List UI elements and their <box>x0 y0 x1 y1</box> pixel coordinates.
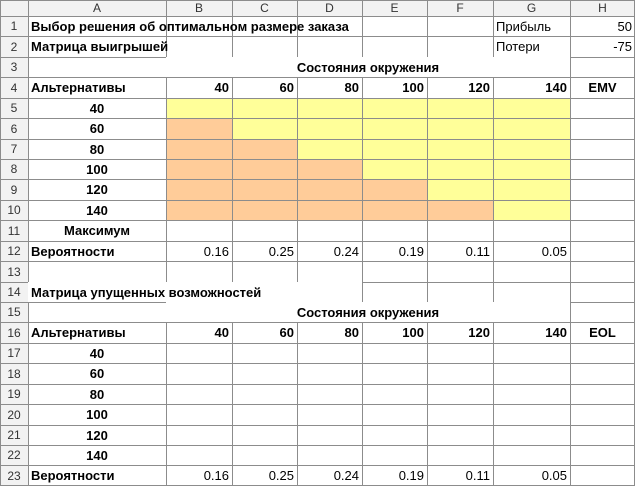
regret-state-header[interactable]: 80 <box>344 325 359 340</box>
regret-state-header[interactable]: 60 <box>279 325 294 340</box>
payoff-cell-60-60[interactable] <box>232 118 297 139</box>
payoff-probability-value[interactable]: 0.05 <box>541 243 567 259</box>
payoff-alternative-label[interactable]: 140 <box>86 202 108 218</box>
regret-alternative-label[interactable]: 140 <box>86 447 108 463</box>
row-header-12[interactable]: 12 <box>0 241 28 261</box>
row-header-6[interactable]: 6 <box>0 118 28 139</box>
row-header-8[interactable]: 8 <box>0 159 28 179</box>
column-header-e[interactable]: E <box>362 0 427 16</box>
row-header-7[interactable]: 7 <box>0 139 28 159</box>
gridline <box>0 261 635 262</box>
regret-alternative-label[interactable]: 100 <box>86 407 108 422</box>
payoff-cell-140-120[interactable] <box>427 200 493 220</box>
row-header-2[interactable]: 2 <box>0 36 28 57</box>
eol-header[interactable]: EOL <box>589 325 616 340</box>
regret-alternative-label[interactable]: 80 <box>89 386 105 402</box>
payoff-cell-100-120[interactable] <box>427 159 493 179</box>
payoff-cell-120-80[interactable] <box>297 179 362 200</box>
payoff-probability-value[interactable]: 0.16 <box>203 243 229 259</box>
row-header-4[interactable]: 4 <box>0 77 28 98</box>
payoff-cell-140-100[interactable] <box>362 200 427 220</box>
regret-state-header[interactable]: 140 <box>545 325 567 340</box>
regret-alternative-label[interactable]: 40 <box>89 345 105 361</box>
payoff-alternative-label[interactable]: 120 <box>86 182 108 197</box>
row-header-18[interactable]: 18 <box>0 363 28 384</box>
payoff-cell-140-80[interactable] <box>297 200 362 220</box>
row-header-14[interactable]: 14 <box>0 282 28 302</box>
payoff-cell-80-80[interactable] <box>297 139 362 159</box>
row-header-15[interactable]: 15 <box>0 302 28 322</box>
payoff-cell-40-60[interactable] <box>232 98 297 118</box>
regret-probability-value[interactable]: 0.25 <box>268 468 294 483</box>
payoff-state-header[interactable]: 100 <box>402 80 424 95</box>
payoff-cell-40-140[interactable] <box>493 98 570 118</box>
payoff-states-header[interactable]: Состояния окружения <box>166 57 570 77</box>
regret-probability-value[interactable]: 0.11 <box>465 468 490 483</box>
regret-probability-value[interactable]: 0.24 <box>333 468 359 483</box>
column-header-h[interactable]: H <box>570 0 635 16</box>
payoff-alternative-label[interactable]: 100 <box>86 161 108 177</box>
payoff-cell-40-100[interactable] <box>362 98 427 118</box>
row-header-5[interactable]: 5 <box>0 98 28 118</box>
payoff-cell-120-100[interactable] <box>362 179 427 200</box>
payoff-state-header[interactable]: 40 <box>214 80 229 95</box>
payoff-cell-100-40[interactable] <box>166 159 232 179</box>
payoff-probability-value[interactable]: 0.19 <box>398 243 424 259</box>
gridline <box>0 0 1 486</box>
payoff-cell-80-140[interactable] <box>493 139 570 159</box>
payoff-cell-140-140[interactable] <box>493 200 570 220</box>
payoff-cell-120-60[interactable] <box>232 179 297 200</box>
row-header-17[interactable]: 17 <box>0 343 28 363</box>
payoff-cell-60-100[interactable] <box>362 118 427 139</box>
payoff-cell-60-140[interactable] <box>493 118 570 139</box>
row-header-16[interactable]: 16 <box>0 322 28 343</box>
payoff-cell-100-100[interactable] <box>362 159 427 179</box>
payoff-cell-140-40[interactable] <box>166 200 232 220</box>
payoff-cell-100-140[interactable] <box>493 159 570 179</box>
payoff-cell-80-60[interactable] <box>232 139 297 159</box>
payoff-alternative-label[interactable]: 60 <box>89 121 105 136</box>
payoff-alternative-label[interactable]: 40 <box>89 100 105 116</box>
regret-probability-value[interactable]: 0.05 <box>541 468 567 483</box>
payoff-cell-140-60[interactable] <box>232 200 297 220</box>
payoff-probability-value[interactable]: 0.24 <box>333 243 359 259</box>
payoff-state-header[interactable]: 60 <box>279 80 294 95</box>
column-header-a[interactable]: A <box>28 0 166 16</box>
column-header-g[interactable]: G <box>493 0 570 16</box>
row-header-10[interactable]: 10 <box>0 200 28 220</box>
sheet-title[interactable]: Выбор решения об оптимальном размере заказа <box>31 18 349 34</box>
payoff-matrix-title[interactable]: Матрица выигрышей <box>31 39 169 54</box>
payoff-cell-40-40[interactable] <box>166 98 232 118</box>
payoff-cell-60-120[interactable] <box>427 118 493 139</box>
loss-label[interactable]: Потери <box>496 39 540 54</box>
payoff-alternative-label[interactable]: 80 <box>89 141 105 157</box>
column-header-b[interactable]: B <box>166 0 232 16</box>
regret-alternative-label[interactable]: 120 <box>86 427 108 443</box>
payoff-state-header[interactable]: 80 <box>344 80 359 95</box>
row-header-13[interactable]: 13 <box>0 261 28 282</box>
payoff-cell-120-120[interactable] <box>427 179 493 200</box>
payoff-cell-120-140[interactable] <box>493 179 570 200</box>
maximum-label[interactable]: Максимум <box>64 223 130 238</box>
regret-state-header[interactable]: 120 <box>468 325 490 340</box>
loss-value[interactable]: -75 <box>613 39 632 54</box>
gridline <box>0 0 635 1</box>
regret-state-header[interactable]: 40 <box>214 325 229 340</box>
profit-value[interactable]: 50 <box>617 18 632 34</box>
payoff-probability-value[interactable]: 0.25 <box>268 243 294 259</box>
row-header-9[interactable]: 9 <box>0 179 28 200</box>
emv-header[interactable]: EMV <box>588 80 617 95</box>
column-header-d[interactable]: D <box>297 0 362 16</box>
regret-alternatives-label[interactable]: Альтернативы <box>31 325 126 340</box>
regret-probability-value[interactable]: 0.19 <box>398 468 424 483</box>
profit-label[interactable]: Прибыль <box>496 18 551 34</box>
column-header-f[interactable]: F <box>427 0 493 16</box>
row-header-22[interactable]: 22 <box>0 445 28 465</box>
payoff-cell-100-80[interactable] <box>297 159 362 179</box>
regret-state-header[interactable]: 100 <box>402 325 424 340</box>
payoff-cell-80-100[interactable] <box>362 139 427 159</box>
gridline <box>570 0 571 486</box>
regret-alternative-label[interactable]: 60 <box>89 366 105 381</box>
regret-states-header[interactable]: Состояния окружения <box>166 302 570 322</box>
row-header-23[interactable]: 23 <box>0 465 28 486</box>
payoff-cell-60-40[interactable] <box>166 118 232 139</box>
row-header-21[interactable]: 21 <box>0 425 28 445</box>
payoff-cell-40-120[interactable] <box>427 98 493 118</box>
regret-probabilities-label[interactable]: Вероятности <box>31 468 115 483</box>
payoff-cell-80-40[interactable] <box>166 139 232 159</box>
select-all-corner[interactable] <box>0 0 28 16</box>
payoff-cell-80-120[interactable] <box>427 139 493 159</box>
regret-probability-value[interactable]: 0.16 <box>203 468 229 483</box>
row-header-1[interactable]: 1 <box>0 16 28 36</box>
payoff-cell-40-80[interactable] <box>297 98 362 118</box>
regret-matrix-title[interactable]: Матрица упущенных возможностей <box>28 282 362 302</box>
payoff-probability-value[interactable]: 0.11 <box>465 243 490 259</box>
payoff-probabilities-label[interactable]: Вероятности <box>31 243 115 259</box>
payoff-state-header[interactable]: 120 <box>468 80 490 95</box>
row-header-20[interactable]: 20 <box>0 404 28 425</box>
row-header-11[interactable]: 11 <box>0 220 28 241</box>
row-header-19[interactable]: 19 <box>0 384 28 404</box>
payoff-cell-100-60[interactable] <box>232 159 297 179</box>
payoff-alternatives-label[interactable]: Альтернативы <box>31 80 126 95</box>
payoff-state-header[interactable]: 140 <box>545 80 567 95</box>
payoff-cell-60-80[interactable] <box>297 118 362 139</box>
column-header-c[interactable]: C <box>232 0 297 16</box>
payoff-cell-120-40[interactable] <box>166 179 232 200</box>
row-header-3[interactable]: 3 <box>0 57 28 77</box>
